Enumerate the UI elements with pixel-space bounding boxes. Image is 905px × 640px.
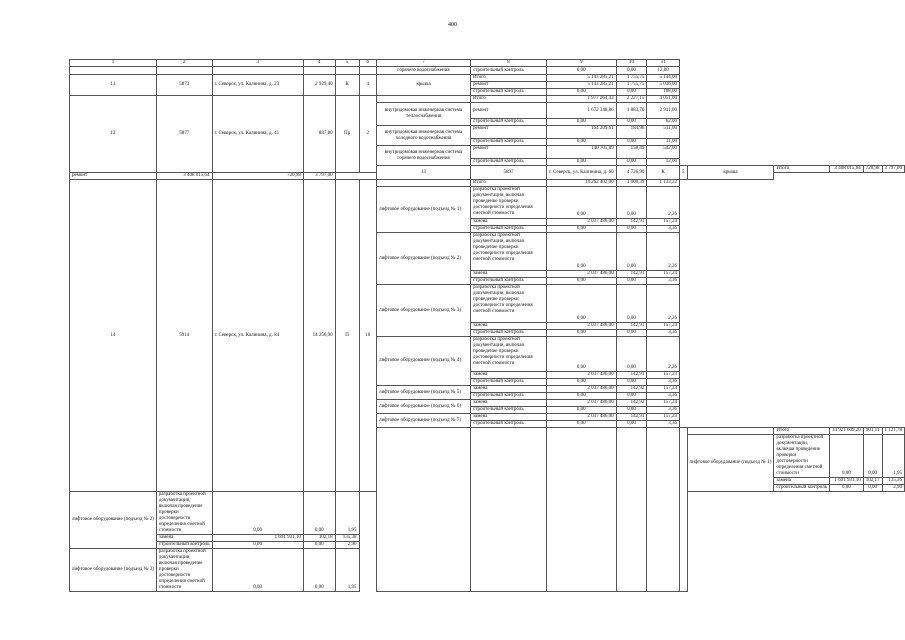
table-cell: 0,00 [547, 379, 617, 386]
table-cell: 887,80 [303, 96, 335, 173]
col-header: 1 [70, 60, 157, 67]
table-cell: лифтовое оборудование (подъезд № 1) [687, 435, 774, 492]
table-cell: лифтовое оборудование (подъезд № 3) [377, 285, 471, 337]
table-cell: Итого [471, 180, 547, 187]
table-cell: 102,18 [303, 535, 335, 542]
table-cell: лифтовое оборудование (подъезд № 4) [377, 337, 471, 386]
table-cell: лифтовое оборудование (подъезд № 1) [377, 187, 471, 233]
table-cell: 1 133,22 [647, 180, 680, 187]
table-cell: 0,00 [616, 407, 647, 414]
table-cell: 2 [359, 96, 377, 173]
table-cell: П [335, 180, 359, 492]
table-cell: 2 037 486,00 [547, 372, 617, 379]
table-cell: строительный контроль [471, 407, 547, 414]
table-cell: 157,23 [647, 372, 680, 379]
table-cell [377, 180, 471, 187]
table-cell [377, 428, 471, 592]
table-cell: 0,00 [616, 139, 647, 146]
table-cell: горячего водоснабжения [377, 67, 471, 75]
table-cell: 0,00 [303, 542, 335, 549]
document-table-wrapper [69, 59, 905, 592]
col-header: 6 [359, 60, 377, 67]
table-cell [156, 67, 212, 75]
table-cell: крыша [377, 75, 471, 96]
table-cell: крыша [687, 166, 774, 180]
table-cell: 2,90 [335, 542, 359, 549]
table-cell: 5897 [471, 166, 547, 180]
table-cell: разработка проектной документации, включая проведение проверки достоверности определения сметной стоимости [471, 187, 547, 219]
table-cell: 1 672 348,86 [547, 103, 617, 119]
table-cell: внутридомовая инженерная система холодного водоснабжения [377, 126, 471, 146]
table-cell: 0,00 [863, 435, 882, 478]
table-cell: 1,95 [335, 492, 359, 535]
page-number: 400 [448, 22, 457, 28]
table-cell: 5873 [156, 75, 212, 96]
table-cell: 5 [680, 166, 688, 180]
table-cell: 12,00 [647, 67, 680, 75]
table-cell: Пр [335, 96, 359, 173]
table-cell: замена [471, 219, 547, 226]
table-cell: 1 121,78 [882, 428, 905, 435]
table-cell: 14 [70, 180, 157, 492]
table-cell: 720,98 [212, 173, 303, 180]
table-row [70, 96, 905, 103]
table-cell: 142,91 [616, 372, 647, 379]
table-cell: 720,98 [863, 166, 882, 173]
table-cell: 0,00 [547, 330, 617, 337]
table-cell: 2 037 486,00 [547, 219, 617, 226]
table-cell: 0,00 [616, 421, 647, 428]
table-cell: замена [471, 386, 547, 393]
table-cell: замена [156, 535, 212, 542]
col-header: 5 [335, 60, 359, 67]
table-cell: 11 [70, 75, 157, 96]
table-cell: строительный контроль [471, 379, 547, 386]
table-cell: строительный контроль [471, 159, 547, 166]
table-cell: 157,24 [647, 400, 680, 407]
col-header: 3 [212, 60, 303, 67]
table-cell: 0,00 [547, 187, 617, 219]
table-cell: ремонт [70, 173, 157, 180]
table-cell: 0,00 [547, 337, 617, 372]
table-cell: 2,26 [647, 285, 680, 323]
table-cell: 2 037 486,00 [547, 414, 617, 421]
table-cell: строительный контроль [774, 485, 830, 492]
col-header: 2 [156, 60, 212, 67]
table-cell: 3,36 [647, 226, 680, 233]
table-cell: 157,24 [647, 386, 680, 393]
table-cell: замена [471, 271, 547, 278]
table-cell: 3 797,00 [882, 166, 905, 173]
table-cell: 0,00 [547, 278, 617, 285]
table-cell: 157,24 [647, 219, 680, 226]
table-cell: строительный контроль [471, 226, 547, 233]
table-cell: строительный контроль [471, 421, 547, 428]
table-cell: 0,00 [547, 119, 617, 126]
table-cell [212, 67, 303, 75]
table-cell: 1,95 [335, 549, 359, 592]
table-cell: ремонт [471, 146, 547, 159]
table-cell: 2 929,40 [303, 75, 335, 96]
table-cell: 0,00 [616, 285, 647, 323]
table-cell: разработка проектной документации, включая проведение проверки достоверности определения сметной стоимости [471, 337, 547, 372]
table-cell: 14 262 402,00 [547, 180, 617, 187]
table-cell: 142,92 [616, 400, 647, 407]
table-cell: 0,00 [547, 89, 617, 96]
table-cell: лифтовое оборудование (подъезд № 7) [377, 414, 471, 428]
table-cell: 0,00 [616, 226, 647, 233]
table-cell: лифтовое оборудование (подъезд № 3) [70, 549, 157, 592]
table-cell: разработка проектной документации, включая проведение проверки достоверности определения сметной стоимости [156, 492, 212, 535]
table-cell: 0,00 [616, 159, 647, 166]
table-cell: К [335, 75, 359, 96]
table-cell: Итого [774, 166, 830, 173]
table-cell: 1 691 931,10 [212, 535, 303, 542]
table-cell: лифтовое оборудование (подъезд № 6) [377, 400, 471, 414]
table-cell: Итого [471, 96, 547, 103]
table-cell [680, 428, 688, 592]
table-cell: 0,00 [616, 89, 647, 96]
table-cell: 4 [359, 75, 377, 96]
table-cell: 0,00 [616, 67, 647, 75]
table-cell: 1 755,75 [616, 75, 647, 82]
col-header: 4 [303, 60, 335, 67]
table-cell: 142,91 [616, 323, 647, 330]
table-cell: 2 037 486,00 [547, 386, 617, 393]
table-cell: 0,00 [616, 330, 647, 337]
table-cell: 0,00 [212, 542, 303, 549]
capital-repair-table [69, 59, 905, 592]
table-cell: г. Северск, ул. Калинина, д. 60 [547, 166, 617, 180]
table-cell [377, 96, 471, 103]
table-cell: 0,00 [616, 278, 647, 285]
table-cell: 157,24 [647, 271, 680, 278]
table-cell: 2,26 [647, 337, 680, 372]
table-cell: строительный контроль [471, 89, 547, 96]
table-cell: 3 408 015,64 [156, 173, 212, 180]
table-cell: 0,00 [547, 226, 617, 233]
table-row [70, 180, 905, 187]
table-cell: строительный контроль [471, 139, 547, 146]
table-cell: 0,00 [303, 492, 335, 535]
table-cell: разработка проектной документации, включая проведение проверки достоверности определения сметной стоимости [774, 435, 830, 478]
table-row [70, 75, 905, 82]
table-cell: 0,00 [547, 233, 617, 271]
table-cell: 2,90 [882, 485, 905, 492]
table-cell [687, 428, 774, 435]
table-cell: 158,49 [616, 146, 647, 159]
table-cell: 108,00 [647, 89, 680, 96]
table-cell: 142,91 [616, 414, 647, 421]
table-cell: 1 977 264,43 [547, 96, 617, 103]
table-cell: 0,00 [830, 485, 864, 492]
table-cell: 5 143 285,21 [547, 75, 617, 82]
table-cell: ремонт [471, 103, 547, 119]
table-cell: 2 911,00 [647, 103, 680, 119]
table-cell: 142,91 [616, 219, 647, 226]
table-cell: 5877 [156, 96, 212, 173]
table-cell: 542,00 [647, 146, 680, 159]
table-cell: 5 144,00 [647, 75, 680, 82]
table-cell: 0,00 [616, 393, 647, 400]
table-cell: 0,00 [616, 187, 647, 219]
table-cell: 1 883,70 [616, 103, 647, 119]
table-cell: Итого [471, 75, 547, 82]
table-cell: замена [471, 414, 547, 421]
table-cell: 3,36 [647, 330, 680, 337]
table-cell: разработка проектной документации, включая проведение проверки достоверности определения сметной стоимости [471, 233, 547, 271]
table-cell: 5 036,00 [647, 82, 680, 89]
table-cell: замена [774, 478, 830, 485]
table-cell: 10 [359, 180, 377, 492]
table-cell: 0,00 [616, 233, 647, 271]
table-cell: 4 726,90 [616, 166, 647, 180]
table-cell: 0,00 [830, 435, 864, 478]
col-header: 9 [547, 60, 617, 67]
table-cell: строительный контроль [471, 330, 547, 337]
table-cell: 14 256,90 [303, 180, 335, 492]
table-cell: 2 037 486,00 [547, 323, 617, 330]
table-cell: 0,00 [547, 285, 617, 323]
table-cell: 1,95 [882, 435, 905, 478]
table-cell: 0,00 [547, 393, 617, 400]
table-cell: 14 921 609,20 [830, 428, 864, 435]
table-cell [647, 428, 680, 592]
table-cell: внутридомовая инженерная система теплоснабжения [377, 103, 471, 126]
table-cell: 0,00 [547, 67, 617, 75]
table-cell: разработка проектной документации, включая проведение проверки достоверности определения сметной стоимости [471, 285, 547, 323]
table-cell: 3,36 [647, 421, 680, 428]
table-cell: 12,00 [647, 159, 680, 166]
table-cell: 140 705,89 [547, 146, 617, 159]
table-cell: 2 227,15 [616, 96, 647, 103]
table-cell: 135,38 [335, 535, 359, 542]
table-cell: 3,36 [647, 379, 680, 386]
table-body [70, 67, 905, 592]
table-cell: строительный контроль [471, 278, 547, 285]
table-cell: 0,00 [547, 421, 617, 428]
table-cell: строительный контроль [471, 393, 547, 400]
table-cell: 3,36 [647, 393, 680, 400]
table-cell: 0,00 [212, 492, 303, 535]
table-cell: 0,00 [547, 407, 617, 414]
table-cell: 0,00 [863, 485, 882, 492]
table-cell [616, 428, 647, 592]
table-cell: 5914 [156, 180, 212, 492]
table-cell: 3 408 015,64 [830, 166, 864, 173]
table-cell: 1 755,75 [616, 82, 647, 89]
table-cell: строительный контроль [156, 542, 212, 549]
table-cell: ремонт [471, 126, 547, 139]
table-cell: 62,00 [647, 119, 680, 126]
table-cell [547, 428, 617, 592]
table-cell: 142,91 [616, 271, 647, 278]
table-cell [471, 428, 547, 592]
table-cell: 142,92 [616, 386, 647, 393]
table-cell: строительный контроль [471, 67, 547, 75]
table-cell: 2,26 [647, 233, 680, 271]
table-cell: г. Северск, ул. Калинина, д. 41 [212, 96, 303, 173]
table-cell: ремонт [471, 82, 547, 89]
table-cell: 157,23 [647, 414, 680, 421]
table-cell: строительный контроль [471, 119, 547, 126]
table-cell: 511,00 [647, 126, 680, 139]
table-cell: 2 037 486,00 [547, 400, 617, 407]
table-cell: лифтовое оборудование (подъезд № 5) [377, 386, 471, 400]
col-header: 10 [616, 60, 647, 67]
table-cell [70, 67, 157, 75]
table-cell: замена [471, 400, 547, 407]
table-cell: 184,96 [616, 126, 647, 139]
table-cell: 3,36 [647, 278, 680, 285]
table-cell: замена [471, 323, 547, 330]
table-cell: лифтовое оборудование (подъезд № 2) [377, 233, 471, 285]
table-cell: внутридомовая инженерная система горячего водоснабжения [377, 146, 471, 166]
col-header: 7 [377, 60, 471, 67]
table-cell: 3 797,00 [303, 173, 335, 180]
table-cell: 11,00 [647, 139, 680, 146]
table-cell: К [647, 166, 680, 180]
table-cell: 0,00 [212, 549, 303, 592]
table-cell: 0,00 [547, 159, 617, 166]
table-cell: г. Северск, ул. Калинина, д. 84 [212, 180, 303, 492]
table-cell: 0,00 [616, 379, 647, 386]
table-cell: 13 [377, 166, 471, 180]
table-cell: 3,36 [647, 407, 680, 414]
table-cell [359, 67, 377, 75]
table-cell: 0,00 [303, 549, 335, 592]
table-cell [335, 67, 359, 75]
table-cell: 1 000,39 [616, 180, 647, 187]
table-cell: Итого [774, 428, 830, 435]
table-cell: 2,26 [647, 187, 680, 219]
col-header: 8 [471, 60, 547, 67]
table-cell: 0,00 [616, 119, 647, 126]
table-cell: 901,11 [863, 428, 882, 435]
table-cell: разработка проектной документации, включая проведение проверки достоверности определения сметной стоимости [156, 549, 212, 592]
table-cell: замена [471, 372, 547, 379]
table-cell: 135,36 [882, 478, 905, 485]
table-cell: 1 691 931,10 [830, 478, 864, 485]
table-cell: 0,00 [547, 139, 617, 146]
table-cell: 164 209,61 [547, 126, 617, 139]
table-cell: лифтовое оборудование (подъезд № 2) [70, 492, 157, 549]
col-header: 11 [647, 60, 680, 67]
table-cell: 0,00 [616, 337, 647, 372]
table-row [70, 67, 905, 75]
table-cell: 5 143 285,21 [547, 82, 617, 89]
table-cell: 2 037 486,00 [547, 271, 617, 278]
table-cell [303, 67, 335, 75]
table-cell: 4 051,00 [647, 96, 680, 103]
column-number-row [70, 60, 905, 67]
table-cell: 102,17 [863, 478, 882, 485]
table-cell: 12 [70, 96, 157, 173]
table-cell: 157,24 [647, 323, 680, 330]
table-cell: г. Северск, ул. Калинина, д. 23 [212, 75, 303, 96]
